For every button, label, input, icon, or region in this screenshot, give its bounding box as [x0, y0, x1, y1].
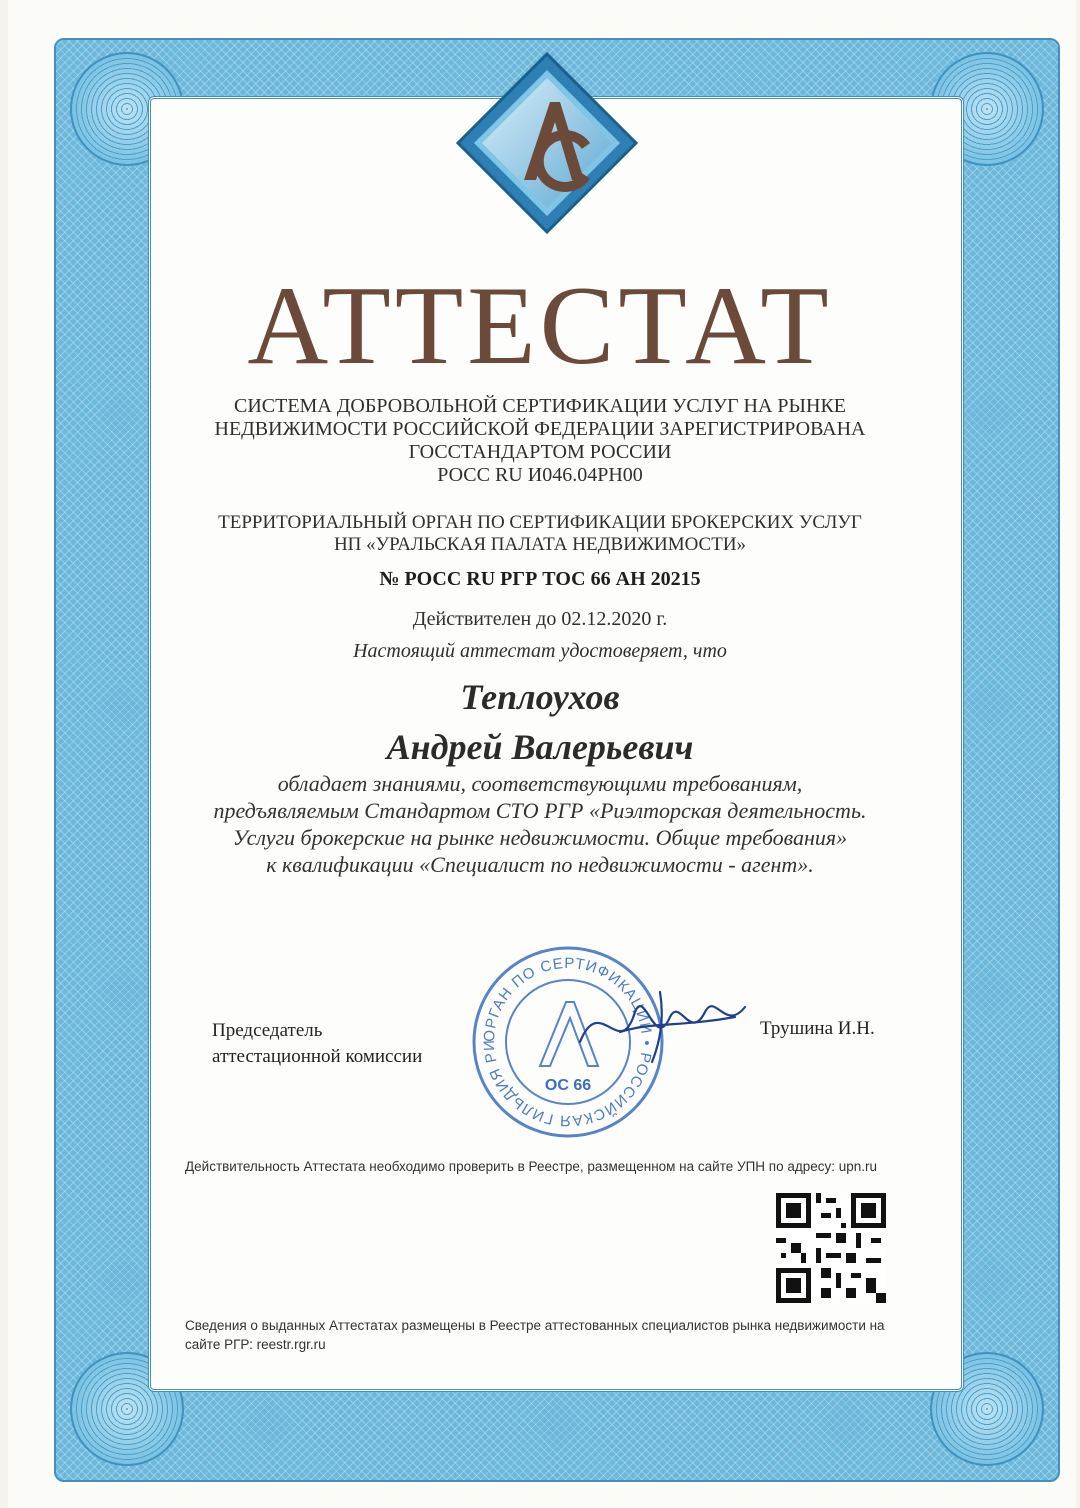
- stamp-ring-text: ОРГАН ПО СЕРТИФИКАЦИИ • РОССИЙСКАЯ ГИЛЬДИЯ РИ: [480, 954, 656, 1130]
- description-line: к квалификации «Специалист по недвижимости - агент».: [266, 852, 814, 877]
- org-line: НП «УРАЛЬСКАЯ ПАЛАТА НЕДВИЖИМОСТИ»: [333, 534, 747, 555]
- certification-system-text: [0, 395, 1080, 487]
- description-line: Услуги брокерские на рынке недвижимости. Общие требования»: [232, 825, 848, 850]
- system-line: РОСС RU И046.04РН00: [437, 464, 643, 486]
- holder-surname: Теплоухов: [460, 677, 620, 717]
- commission-title: аттестационной комиссии: [212, 1046, 423, 1067]
- verification-note: Действительность Аттестата необходимо проверить в Реестре, размещенном на сайте УПН по адресу: upn.ru: [185, 1159, 878, 1174]
- handwritten-signature: [560, 972, 760, 1072]
- holder-given-names: Андрей Валерьевич: [386, 727, 694, 767]
- certificate-number: № РОСС RU РГР ТОС 66 АН 20215: [379, 568, 701, 590]
- issuing-organization: [0, 512, 1080, 556]
- signer-name: Трушина И.Н.: [760, 1018, 875, 1039]
- certificate-title: АТТЕСТАТ: [247, 264, 833, 388]
- validity-date: Действителен до 02.12.2020 г.: [412, 608, 668, 630]
- qr-code[interactable]: [776, 1193, 886, 1303]
- system-line: НЕДВИЖИМОСТИ РОССИЙСКОЙ ФЕДЕРАЦИИ ЗАРЕГИСТРИРОВАНА: [214, 418, 866, 440]
- qualification-description: [0, 770, 1080, 878]
- chairman-label: [212, 1018, 422, 1070]
- stamp-code: ОС 66: [544, 1077, 592, 1094]
- lead-text: Настоящий аттестат удостоверяет, что: [353, 640, 727, 662]
- org-line: ТЕРРИТОРИАЛЬНЫЙ ОРГАН ПО СЕРТИФИКАЦИИ БРОКЕРСКИХ УСЛУГ: [218, 512, 862, 533]
- chairman-title: Председатель: [212, 1020, 323, 1041]
- description-line: обладает знаниями, соответствующими требованиям,: [277, 771, 803, 796]
- system-line: ГОССТАНДАРТОМ РОССИИ: [408, 441, 672, 463]
- registry-note: Сведения о выданных Аттестатах размещены в Реестре аттестованных специалистов рынка недвижимости на сайте РГР: reestr.rgr.ru: [185, 1318, 885, 1352]
- holder-name: [0, 672, 1080, 772]
- description-line: предъявляемым Стандартом СТО РГР «Риэлторская деятельность.: [213, 798, 867, 823]
- system-line: СИСТЕМА ДОБРОВОЛЬНОЙ СЕРТИФИКАЦИИ УСЛУГ НА РЫНКЕ: [233, 395, 846, 417]
- organization-logo: [454, 50, 640, 236]
